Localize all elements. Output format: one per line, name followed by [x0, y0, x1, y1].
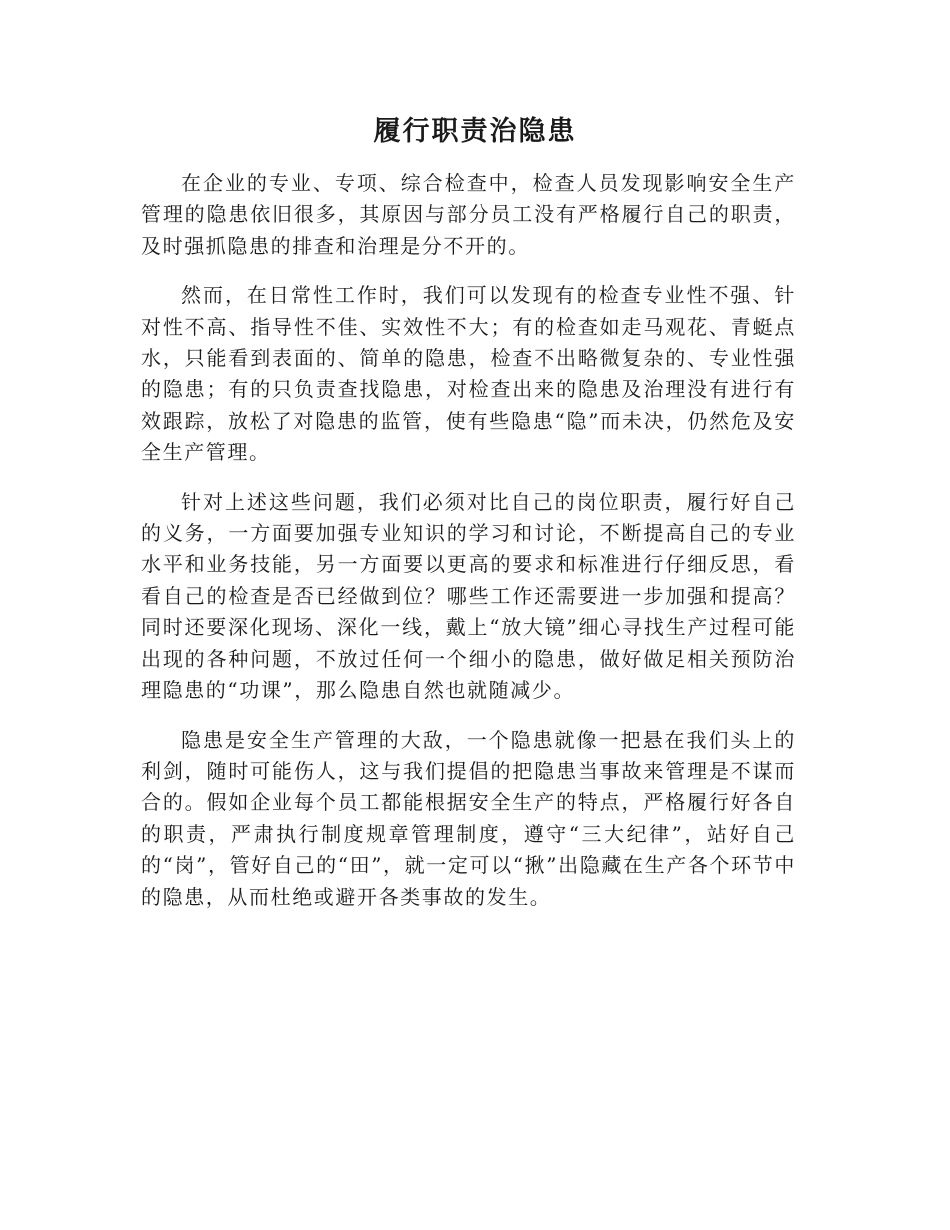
paragraph-4: 隐患是安全生产管理的大敌，一个隐患就像一把悬在我们头上的利剑，随时可能伤人，这与我们提倡的把隐患当事故来管理是不谋而合的。假如企业每个员工都能根据安全生产的特点，严格履行好各自的职责，严肃执行制度规章管理制度，遵守“三大纪律”，站好自己的“岗”，管好自己的“田”，就一定可以“揪”出隐藏在生产各个环节中的隐患，从而杜绝或避开各类事故的发生。 [141, 727, 796, 909]
paragraph-2: 然而，在日常性工作时，我们可以发现有的检查专业性不强、针对性不高、指导性不佳、实效性不大；有的检查如走马观花、青蜓点水，只能看到表面的、简单的隐患，检查不出略微复杂的、专业性强的隐患；有的只负责查找隐患，对检查出来的隐患及治理没有进行有效跟踪，放松了对隐患的监管，使有些隐患“隐”而未决，仍然危及安全生产管理。 [141, 283, 796, 465]
paragraph-3: 针对上述这些问题，我们必须对比自己的岗位职责，履行好自己的义务，一方面要加强专业知识的学习和讨论，不断提高自己的专业水平和业务技能，另一方面要以更高的要求和标准进行仔细反思，看看自己的检查是否已经做到位？哪些工作还需要进一步加强和提高？同时还要深化现场、深化一线，戴上“放大镜”细心寻找生产过程可能出现的各种问题，不放过任何一个细小的隐患，做好做足相关预防治理隐患的“功课”，那么隐患自然也就随减少。 [141, 489, 796, 703]
document-body [141, 168, 796, 931]
paragraph-1: 在企业的专业、专项、综合检查中，检查人员发现影响安全生产管理的隐患依旧很多，其原因与部分员工没有严格履行自己的职责，及时强抓隐患的排查和治理是分不开的。 [141, 171, 796, 258]
document-title: 履行职责治隐患 [373, 116, 577, 147]
